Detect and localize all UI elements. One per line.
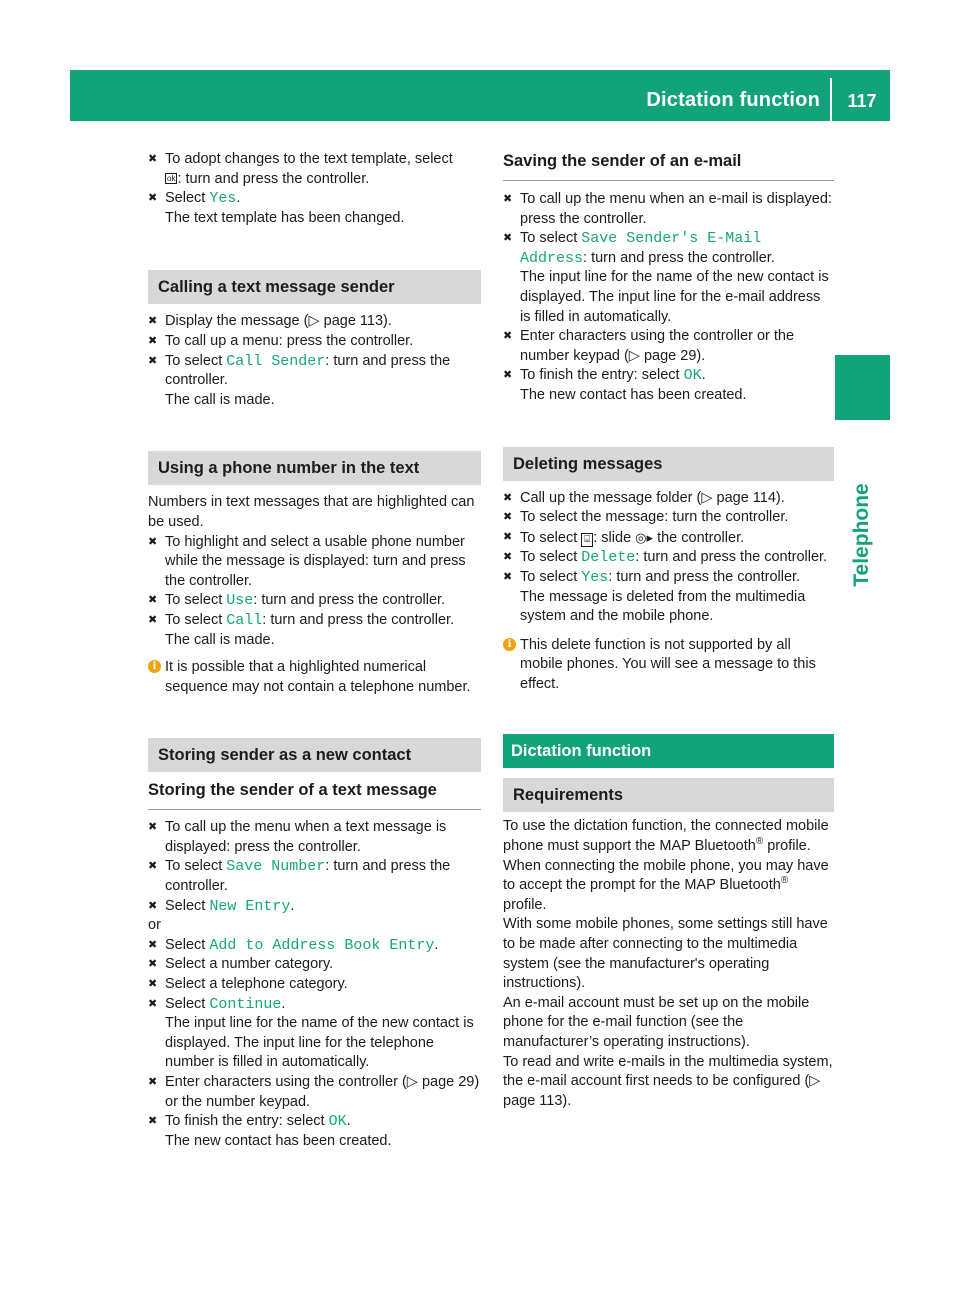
info-note: i This delete function is not supported by all mobile phones. You will see a message to this effect.	[503, 636, 834, 695]
paragraph: With some mobile phones, some settings still have to be made after connecting to the multimedia system (see the manufacturer's operating instructions).	[503, 916, 828, 992]
menu-item-new-entry: New Entry	[209, 897, 291, 915]
list-item: ✖ To call up the menu when a text message is displayed: press the controller.	[148, 818, 481, 857]
list-item: ✖ To call up a menu: press the controller.	[148, 332, 481, 352]
list-item: ✖ To highlight and select a usable phone number while the message is displayed: turn and press the controller.	[148, 533, 481, 592]
header-divider	[830, 78, 832, 121]
list-item: ✖ Call up the message folder (▷ page 114).	[503, 489, 834, 509]
menu-item-ok: OK	[328, 1113, 347, 1131]
menu-item-yes: Yes	[209, 190, 237, 208]
menu-item-save-number: Save Number	[226, 858, 326, 876]
chapter-label: Telephone	[850, 483, 874, 587]
section-title: Dictation function	[646, 89, 820, 111]
paragraph: Numbers in text messages that are highlighted can be used.	[148, 494, 475, 530]
menu-item-ok: OK	[683, 367, 702, 385]
subheading-text-message: Storing the sender of a text message	[148, 779, 481, 810]
list-item: ✖ To select Save Sender's E-Mail Address: turn and press the controller. The input line for the name of the new contact is displayed. The input line for the e-mail address is filled in automatically.	[503, 229, 834, 327]
page-number: 117	[847, 91, 877, 111]
subheading-email: Saving the sender of an e-mail	[503, 150, 834, 181]
list-item: ✖ Select New Entry.	[148, 897, 481, 917]
right-column	[503, 150, 834, 1111]
list-item: ✖ Select Add to Address Book Entry.	[148, 936, 481, 956]
list-item: ✖ To select Call Sender: turn and press the controller. The call is made.	[148, 352, 481, 411]
menu-item-add-to-address-book: Add to Address Book Entry	[209, 936, 435, 954]
list-item: ✖ To select Delete: turn and press the controller.	[503, 548, 834, 568]
menu-item-yes: Yes	[581, 568, 609, 586]
left-column	[148, 150, 481, 1151]
section-heading-dictation: Dictation function	[503, 734, 834, 768]
section-heading-phone-number: Using a phone number in the text	[148, 451, 481, 485]
list-item: ✖ Enter characters using the controller or the number keypad (▷ page 29).	[503, 327, 834, 366]
section-heading-requirements: Requirements	[503, 778, 834, 812]
menu-item-save-email-address: Save Sender's E-Mail Address	[520, 230, 762, 267]
chapter-tab-marker	[835, 355, 890, 420]
list-item: ✖ Enter characters using the controller (▷ page 29) or the number keypad.	[148, 1073, 481, 1112]
menu-item-call-sender: Call Sender	[226, 352, 326, 370]
list-item: ✖ Select Yes. The text template has been changed.	[148, 189, 481, 228]
list-item: ✖ Display the message (▷ page 113).	[148, 312, 481, 332]
paragraph: To read and write e-mails in the multimedia system, the e-mail account first needs to be configured (▷ page 113).	[503, 1053, 833, 1109]
list-item: ✖ Select Continue. The input line for the name of the new contact is displayed. The input line for the telephone number is filled in automatically.	[148, 995, 481, 1073]
menu-item-continue: Continue	[209, 995, 282, 1013]
list-item: ✖ To select Yes: turn and press the controller. The message is deleted from the multimedia system and the mobile phone.	[503, 568, 834, 627]
section-heading-deleting: Deleting messages	[503, 447, 834, 481]
menu-item-delete: Delete	[581, 549, 636, 567]
list-item: ✖ To select the message: turn the controller.	[503, 508, 834, 528]
menu-item-use: Use	[226, 592, 254, 610]
message-options-icon: ⌸	[581, 533, 593, 547]
header-bar	[70, 70, 890, 121]
menu-item-call: Call	[226, 611, 263, 629]
paragraph: To use the dictation function, the connected mobile phone must support the MAP Bluetooth® profile. When connecting the mobile phone, you may have to accept the prompt for the MAP Bluetooth® profile.	[503, 818, 829, 913]
ok-icon: ok	[167, 173, 176, 183]
list-item: ✖ To finish the entry: select OK. The new contact has been created.	[503, 366, 834, 405]
section-heading-storing: Storing sender as a new contact	[148, 738, 481, 772]
section-heading-calling: Calling a text message sender	[148, 270, 481, 304]
or-text: or	[148, 917, 161, 934]
list-item: ✖ To select Use: turn and press the controller.	[148, 591, 481, 611]
list-item: ✖ To select ⌸ : slide ◎▸ the controller.	[503, 528, 834, 549]
controller-slide-right-icon: ◎▸	[635, 529, 654, 545]
list-item: ✖ To select Call: turn and press the controller. The call is made.	[148, 611, 481, 650]
paragraph: An e-mail account must be set up on the mobile phone for the e-mail function (see the manufacturer’s operating instructions).	[503, 994, 810, 1050]
list-item: ✖ To adopt changes to the text template, select ok : turn and press the controller.	[148, 150, 481, 189]
list-item: ✖ To finish the entry: select OK. The new contact has been created.	[148, 1112, 481, 1151]
list-item: ✖ To select Save Number: turn and press the controller.	[148, 857, 481, 896]
list-item: ✖ To call up the menu when an e-mail is displayed: press the controller.	[503, 190, 834, 229]
info-note: i It is possible that a highlighted numerical sequence may not contain a telephone number.	[148, 658, 481, 697]
info-icon: i	[503, 638, 516, 651]
list-item: ✖ Select a number category.	[148, 955, 481, 975]
list-item: ✖ Select a telephone category.	[148, 975, 481, 995]
info-icon: i	[148, 660, 161, 673]
